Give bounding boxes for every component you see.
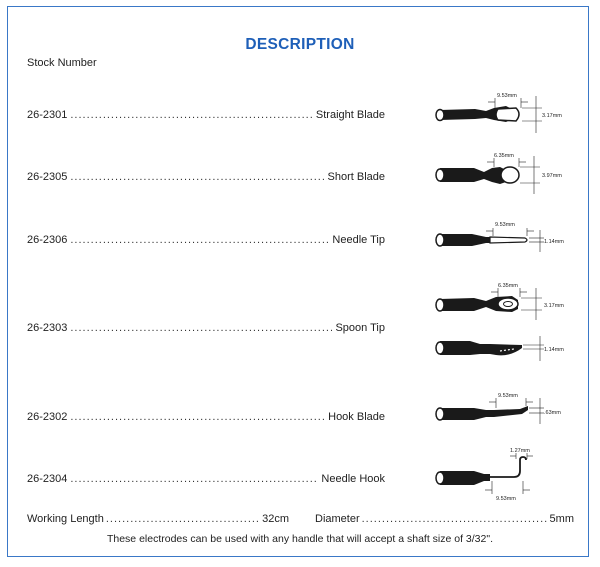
stock-number: 26-2302 — [27, 411, 68, 423]
electrode-name: Needle Tip — [332, 234, 385, 246]
diameter-label: Diameter — [315, 513, 360, 525]
electrode-name: Short Blade — [327, 171, 385, 183]
needle-tip-diagram — [430, 212, 580, 272]
dimension-label: 9.53mm — [496, 496, 516, 502]
dimension-label: 9.53mm — [497, 93, 517, 99]
stock-number-header: Stock Number — [27, 57, 97, 69]
spoon-tip-side-diagram — [430, 321, 580, 381]
electrode-name: Spoon Tip — [335, 322, 385, 334]
short-blade-diagram — [430, 148, 580, 208]
dimension-label: 3.17mm — [544, 303, 564, 309]
dimension-label: 6.35mm — [494, 153, 514, 159]
dimension-label: 9.53mm — [498, 393, 518, 399]
stock-number: 26-2301 — [27, 109, 68, 121]
diameter-line — [315, 513, 574, 525]
leader-dots — [70, 473, 318, 485]
leader-dots — [106, 513, 260, 525]
dimension-label: 9.53mm — [495, 222, 515, 228]
working-length-label: Working Length — [27, 513, 104, 525]
diameter-value: 5mm — [549, 513, 574, 525]
working-length-line — [27, 513, 289, 525]
working-length-value: 32cm — [262, 513, 289, 525]
list-item — [27, 473, 385, 485]
stock-number: 26-2303 — [27, 322, 68, 334]
needle-hook-diagram — [430, 448, 580, 508]
electrode-name: Straight Blade — [315, 109, 385, 121]
leader-dots — [70, 109, 313, 121]
dimension-label: 6.35mm — [498, 283, 518, 289]
stock-number: 26-2304 — [27, 473, 68, 485]
electrode-name: Hook Blade — [328, 411, 385, 423]
dimension-label: 1.14mm — [544, 239, 564, 245]
leader-dots — [362, 513, 548, 525]
dimension-label: 1.14mm — [544, 347, 564, 353]
handle-compatibility-note: These electrodes can be used with any handle that will accept a shaft size of 3/32". — [106, 533, 494, 545]
dimension-label: 3.97mm — [542, 173, 562, 179]
hook-blade-diagram — [430, 386, 580, 446]
list-item — [27, 109, 385, 121]
list-item — [27, 171, 385, 183]
dimension-label: 1.27mm — [510, 448, 530, 454]
list-item — [27, 322, 385, 334]
list-item — [27, 234, 385, 246]
dimension-label: 3.17mm — [542, 113, 562, 119]
stock-number: 26-2306 — [27, 234, 68, 246]
straight-blade-diagram — [430, 88, 580, 148]
leader-dots — [70, 234, 329, 246]
leader-dots — [70, 411, 325, 423]
electrode-name: Needle Hook — [321, 473, 385, 485]
stock-number: 26-2305 — [27, 171, 68, 183]
dimension-label: .63mm — [544, 410, 561, 416]
page-title: DESCRIPTION — [245, 36, 355, 53]
list-item — [27, 411, 385, 423]
leader-dots — [70, 171, 324, 183]
leader-dots — [70, 322, 332, 334]
